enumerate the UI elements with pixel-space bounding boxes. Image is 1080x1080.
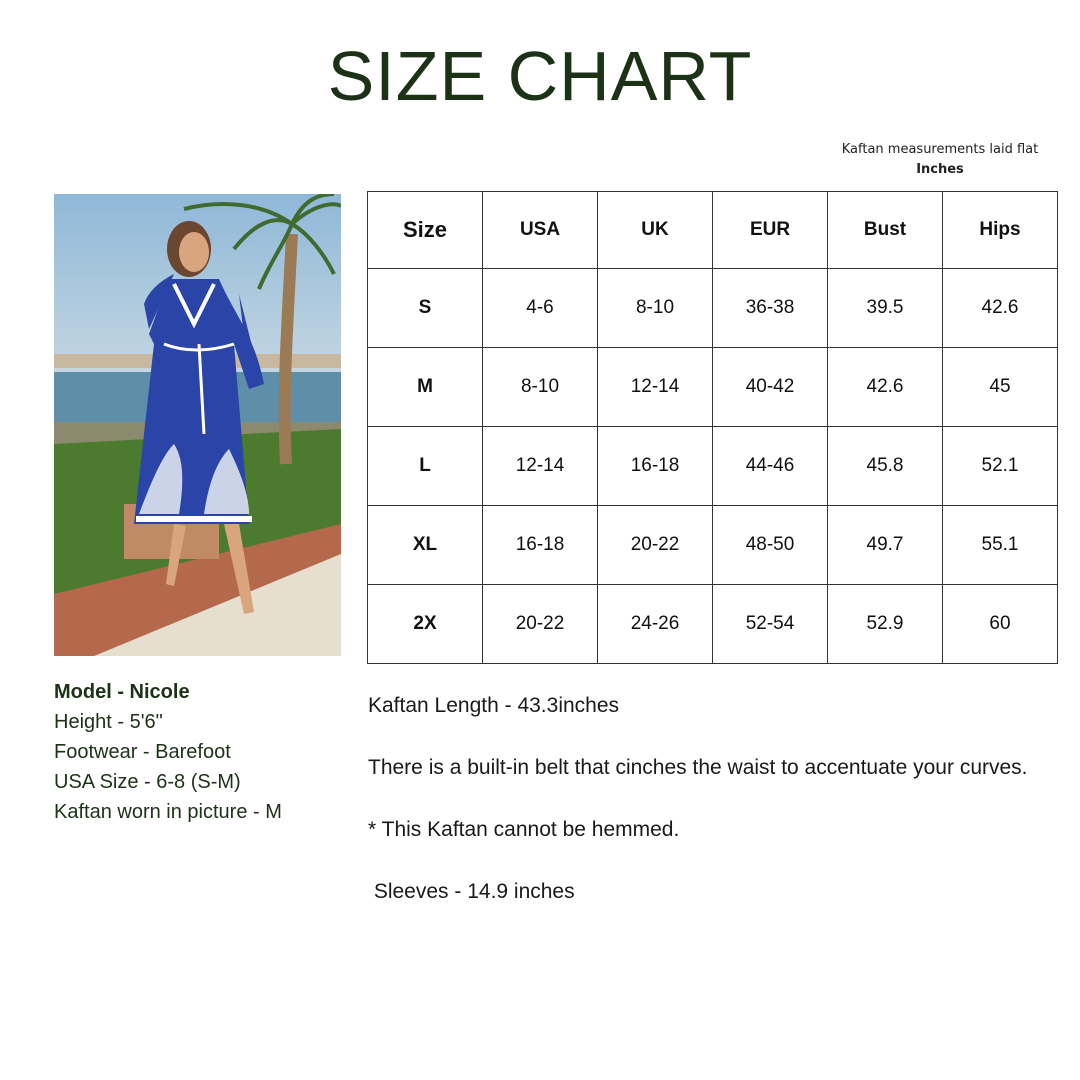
table-cell: 52-54 — [713, 585, 828, 664]
column-header: Bust — [828, 192, 943, 269]
table-cell: 45 — [943, 348, 1058, 427]
model-footwear: Footwear - Barefoot — [54, 741, 231, 763]
table-cell: 39.5 — [828, 269, 943, 348]
table-cell: 42.6 — [828, 348, 943, 427]
table-cell: 8-10 — [483, 348, 598, 427]
model-usa-size: USA Size - 6-8 (S-M) — [54, 771, 241, 793]
table-row — [368, 427, 1058, 506]
table-cell: 55.1 — [943, 506, 1058, 585]
column-header: Size — [368, 192, 483, 269]
column-header: USA — [483, 192, 598, 269]
size-table — [367, 191, 1058, 664]
table-row — [368, 348, 1058, 427]
page-title: SIZE CHART — [327, 37, 753, 115]
measurement-note — [790, 140, 1080, 180]
model-photo — [54, 194, 341, 656]
table-row — [368, 585, 1058, 664]
model-name: Model - Nicole — [54, 681, 190, 703]
table-cell: 45.8 — [828, 427, 943, 506]
product-details — [368, 690, 1048, 938]
table-cell: XL — [368, 506, 483, 585]
table-cell: 16-18 — [483, 506, 598, 585]
table-cell: 4-6 — [483, 269, 598, 348]
model-photo-illustration — [54, 194, 341, 656]
column-header: EUR — [713, 192, 828, 269]
table-cell: 49.7 — [828, 506, 943, 585]
table-cell: 8-10 — [598, 269, 713, 348]
table-cell: 20-22 — [483, 585, 598, 664]
table-cell: 60 — [943, 585, 1058, 664]
table-cell: 2X — [368, 585, 483, 664]
sleeves-length: Sleeves - 14.9 inches — [368, 880, 575, 903]
hem-note: * This Kaftan cannot be hemmed. — [368, 818, 680, 841]
table-cell: 12-14 — [483, 427, 598, 506]
column-header: Hips — [943, 192, 1058, 269]
table-cell: 20-22 — [598, 506, 713, 585]
table-cell: 52.9 — [828, 585, 943, 664]
table-cell: 48-50 — [713, 506, 828, 585]
table-cell: 24-26 — [598, 585, 713, 664]
table-header-row — [368, 192, 1058, 269]
table-cell: 16-18 — [598, 427, 713, 506]
table-cell: 52.1 — [943, 427, 1058, 506]
column-header: UK — [598, 192, 713, 269]
model-info — [54, 677, 354, 827]
table-row — [368, 506, 1058, 585]
model-kaftan-size: Kaftan worn in picture - M — [54, 801, 282, 823]
table-row — [368, 269, 1058, 348]
table-cell: 40-42 — [713, 348, 828, 427]
measurement-note-text: Kaftan measurements laid flat — [841, 142, 1039, 157]
model-height: Height - 5'6" — [54, 711, 163, 733]
belt-note: There is a built-in belt that cinches the waist to accentuate your curves. — [368, 756, 1028, 779]
table-cell: 44-46 — [713, 427, 828, 506]
table-cell: L — [368, 427, 483, 506]
table-cell: 12-14 — [598, 348, 713, 427]
table-cell: 42.6 — [943, 269, 1058, 348]
table-cell: S — [368, 269, 483, 348]
kaftan-length: Kaftan Length - 43.3inches — [368, 694, 620, 717]
table-cell: 36-38 — [713, 269, 828, 348]
table-cell: M — [368, 348, 483, 427]
measurement-unit: Inches — [916, 162, 964, 177]
